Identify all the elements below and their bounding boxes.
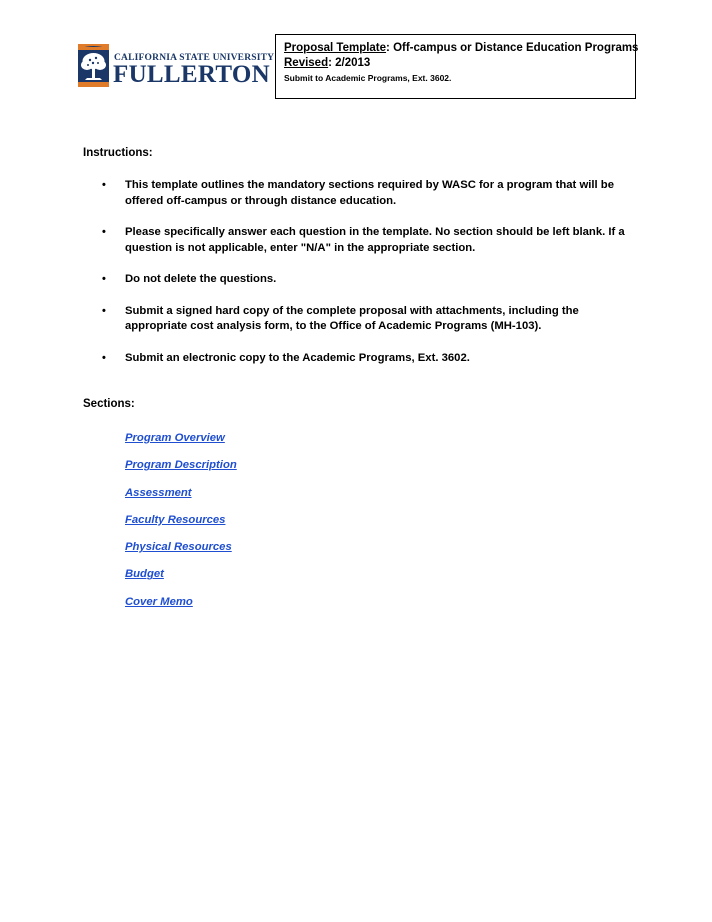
- link-physical-resources[interactable]: Physical Resources: [125, 541, 232, 554]
- instructions-heading: Instructions:: [83, 147, 153, 159]
- header-revised-line: [284, 56, 635, 71]
- list-item: [83, 304, 628, 335]
- list-item: [125, 510, 237, 537]
- tree-emblem-icon: [78, 44, 109, 87]
- link-cover-memo[interactable]: Cover Memo: [125, 595, 193, 608]
- bullet-icon: •: [102, 179, 106, 191]
- link-program-description[interactable]: Program Description: [125, 459, 237, 472]
- header-template-line: [284, 41, 639, 56]
- list-item: [125, 428, 237, 455]
- list-item: [83, 178, 628, 209]
- revised-label: Revised: [284, 57, 329, 69]
- sections-heading: Sections:: [83, 398, 135, 410]
- instruction-text: Do not delete the questions.: [125, 273, 277, 285]
- logo-name: FULLERTON: [113, 61, 270, 88]
- link-assessment[interactable]: Assessment: [125, 486, 192, 499]
- list-item: [125, 592, 237, 619]
- bullet-icon: •: [102, 351, 106, 364]
- link-program-overview[interactable]: Program Overview: [125, 432, 225, 444]
- link-budget[interactable]: Budget: [125, 568, 164, 581]
- list-item: [83, 225, 628, 256]
- instruction-text: Submit a signed hard copy of the complete proposal with attachments, including the appropriate cost analysis form, to the Office of Academic Programs (MH-103).: [125, 304, 579, 332]
- list-item: [125, 455, 237, 482]
- template-label: Proposal Template: [284, 42, 387, 54]
- list-item: [83, 272, 628, 288]
- list-item: [125, 483, 237, 510]
- header-box: [275, 34, 639, 99]
- list-item: [125, 537, 237, 564]
- bullet-icon: •: [102, 226, 106, 238]
- instruction-text: Please specifically answer each question in the template. No section should be left blank. If a question is not applicable, enter "N/A" in the appropriate section.: [125, 226, 625, 254]
- revised-value: : 2/2013: [328, 57, 371, 69]
- template-title: : Off-campus or Distance Education Programs: [386, 42, 639, 54]
- sections-link-list: [125, 428, 237, 619]
- university-logo: [78, 44, 275, 88]
- list-item: [83, 351, 628, 367]
- instructions-list: [83, 178, 628, 382]
- bullet-icon: •: [102, 273, 106, 285]
- instruction-text: This template outlines the mandatory sections required by WASC for a program that will be offered off-campus or through distance education.: [125, 179, 614, 207]
- bullet-icon: •: [102, 304, 106, 317]
- list-item: [125, 564, 237, 591]
- instruction-text: Submit an electronic copy to the Academic Programs, Ext. 3602.: [125, 351, 470, 364]
- submit-note: Submit to Academic Programs, Ext. 3602.: [284, 73, 452, 83]
- logo-university-line: CALIFORNIA STATE UNIVERSITY: [114, 53, 275, 63]
- link-faculty-resources[interactable]: Faculty Resources: [125, 513, 226, 526]
